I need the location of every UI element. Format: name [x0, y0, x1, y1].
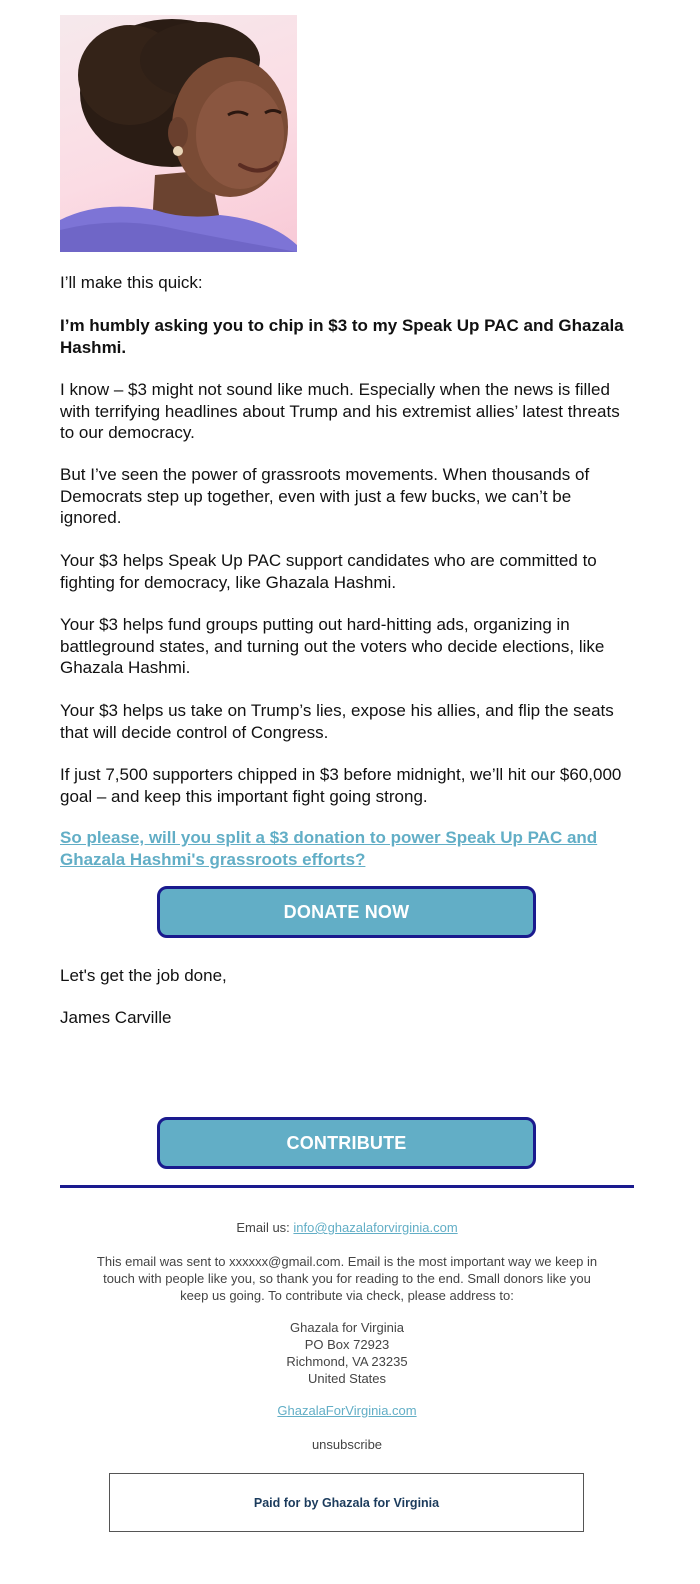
address-line-3: Richmond, VA 23235	[286, 1354, 408, 1369]
body-paragraph-5: Your $3 helps us take on Trump’s lies, expose his allies, and flip the seats that will decide control of Congress.	[60, 701, 614, 742]
footer-email-link[interactable]: info@ghazalaforvirginia.com	[293, 1220, 458, 1235]
ask-paragraph: I’m humbly asking you to chip in $3 to my Speak Up PAC and Ghazala Hashmi.	[60, 316, 624, 357]
footer-website	[60, 1402, 634, 1419]
donate-now-button[interactable]: DONATE NOW	[157, 886, 536, 938]
paid-for-disclaimer-box	[109, 1473, 584, 1532]
signoff-line: Let's get the job done,	[60, 966, 227, 985]
body-paragraph-6: If just 7,500 supporters chipped in $3 before midnight, we’ll hit our $60,000 goal – and keep this important fight going strong.	[60, 765, 622, 806]
footer-address	[60, 1319, 634, 1387]
paid-for-text: Paid for by Ghazala for Virginia	[253, 1495, 440, 1510]
body-paragraph-3: Your $3 helps Speak Up PAC support candidates who are committed to fighting for democracy, like Ghazala Hashmi.	[60, 551, 597, 592]
address-line-4: United States	[307, 1371, 387, 1386]
body-paragraph-4: Your $3 helps fund groups putting out hard-hitting ads, organizing in battleground states, and turning out the voters who decide elections, like Ghazala Hashmi.	[60, 615, 605, 677]
unsubscribe-link[interactable]: unsubscribe	[311, 1437, 383, 1452]
contribute-button[interactable]: CONTRIBUTE	[157, 1117, 536, 1169]
donation-ask-link[interactable]: So please, will you split a $3 donation to power Speak Up PAC and Ghazala Hashmi's grassroots efforts?	[60, 828, 598, 869]
intro-line: I’ll make this quick:	[60, 273, 203, 292]
footer-disclaimer: This email was sent to xxxxxx@gmail.com. Email is the most important way we keep in touch with people like you, so thank you for reading to the end. Small donors like you keep us going. To contribute via check, please address to:	[96, 1254, 598, 1303]
address-line-2: PO Box 72923	[304, 1337, 390, 1352]
header-portrait-photo	[60, 15, 297, 252]
footer-unsubscribe	[60, 1436, 634, 1453]
address-line-1: Ghazala for Virginia	[290, 1320, 404, 1335]
website-link[interactable]: GhazalaForVirginia.com	[277, 1403, 417, 1418]
footer-email-label: Email us:	[236, 1220, 290, 1235]
portrait-illustration	[60, 15, 297, 252]
footer-email-line	[60, 1219, 634, 1236]
signature-name: James Carville	[60, 1008, 172, 1027]
body-paragraph-2: But I’ve seen the power of grassroots movements. When thousands of Democrats step up together, even with just a few bucks, we can’t be ignored.	[60, 465, 590, 527]
body-paragraph-1: I know – $3 might not sound like much. Especially when the news is filled with terrifying headlines about Trump and his extremist allies’ latest threats to our democracy.	[60, 380, 620, 442]
footer-divider	[60, 1185, 634, 1188]
